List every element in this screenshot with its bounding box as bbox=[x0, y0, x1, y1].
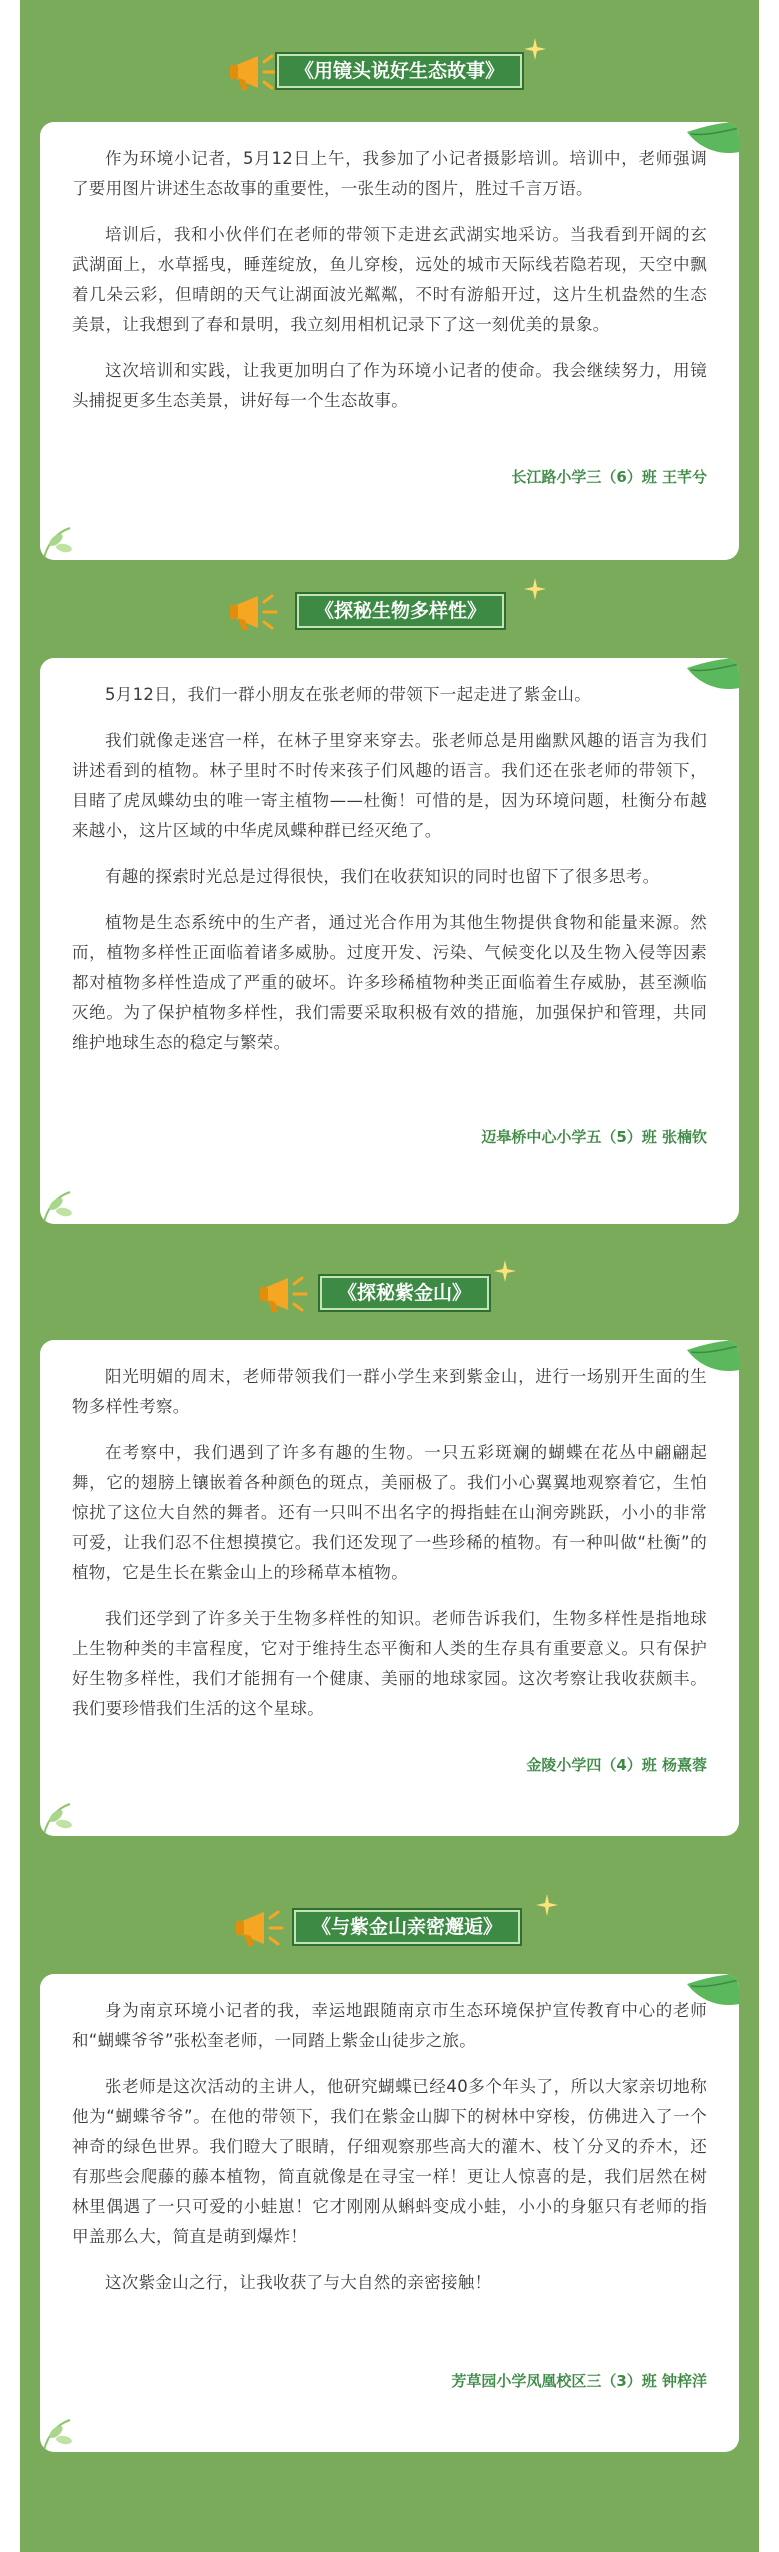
article-body bbox=[72, 144, 707, 432]
article-header bbox=[20, 580, 759, 650]
article-body bbox=[72, 680, 707, 1074]
article-card bbox=[40, 658, 739, 1224]
page-background bbox=[20, 0, 759, 2552]
article-card bbox=[40, 1340, 739, 1836]
article-paragraph: 阳光明媚的周末，老师带领我们一群小学生来到紫金山，进行一场别开生面的生物多样性考察。 bbox=[72, 1367, 707, 1416]
article-paragraph: 作为环境小记者，5月12日上午，我参加了小记者摄影培训。培训中，老师强调了要用图片讲述生态故事的重要性，一张生动的图片，胜过千言万语。 bbox=[72, 149, 707, 198]
article-header bbox=[20, 40, 759, 110]
article-header bbox=[20, 1262, 759, 1332]
article-paragraph: 这次培训和实践，让我更加明白了作为环境小记者的使命。我会继续努力，用镜头捕捉更多生态美景，讲好每一个生态故事。 bbox=[72, 361, 707, 410]
article-paragraph: 这次紫金山之行，让我收获了与大自然的亲密接触！ bbox=[105, 2273, 492, 2292]
article-signature: 芳草园小学凤凰校区三（3）班 钟梓洋 bbox=[451, 2372, 707, 2390]
article-title: 《用镜头说好生态故事》 bbox=[275, 52, 524, 90]
leaf-icon bbox=[40, 2404, 80, 2452]
article-title: 《探秘生物多样性》 bbox=[295, 592, 506, 630]
leaf-icon bbox=[40, 1176, 80, 1224]
sparkle-icon bbox=[494, 1260, 516, 1282]
article-paragraph: 张老师是这次活动的主讲人，他研究蝴蝶已经40多个年头了，所以大家亲切地称他为“蝴蝶爷爷”。在他的带领下，我们在紫金山脚下的树林中穿梭，仿佛进入了一个神奇的绿色世界。我们瞪大了眼睛，仔细观察那些高大的灌木、枝丫分叉的乔木，还有那些会爬藤的藤本植物，简直就像是在寻宝一样！更让人惊喜的是，我们居然在树林里偶遇了一只可爱的小蛙崽！它才刚刚从蝌蚪变成小蛙，小小的身躯只有老师的指甲盖那么大，简直是萌到爆炸！ bbox=[72, 2077, 707, 2246]
leaf-icon bbox=[40, 512, 80, 560]
article-signature: 金陵小学四（4）班 杨熹蓉 bbox=[526, 1756, 707, 1774]
article-title: 《探秘紫金山》 bbox=[318, 1274, 491, 1312]
article-paragraph: 有趣的探索时光总是过得很快，我们在收获知识的同时也留下了很多思考。 bbox=[105, 867, 660, 886]
article-card bbox=[40, 122, 739, 560]
sparkle-icon bbox=[524, 578, 546, 600]
article-signature: 长江路小学三（6）班 王芊兮 bbox=[511, 468, 707, 486]
article-body bbox=[72, 1362, 707, 1740]
sparkle-icon bbox=[524, 38, 546, 60]
article-card bbox=[40, 1974, 739, 2452]
article-paragraph: 5月12日，我们一群小朋友在张老师的带领下一起走进了紫金山。 bbox=[105, 685, 591, 704]
article-signature: 迈皋桥中心小学五（5）班 张楠钦 bbox=[481, 1128, 707, 1146]
article-body bbox=[72, 1996, 707, 2314]
article-paragraph: 我们还学到了许多关于生物多样性的知识。老师告诉我们，生物多样性是指地球上生物种类的丰富程度，它对于维持生态平衡和人类的生存具有重要意义。只有保护好生物多样性，我们才能拥有一个健康、美丽的地球家园。这次考察让我收获颇丰。我们要珍惜我们生活的这个星球。 bbox=[72, 1609, 707, 1718]
article-paragraph: 我们就像走迷宫一样，在林子里穿来穿去。张老师总是用幽默风趣的语言为我们讲述看到的植物。林子里时不时传来孩子们风趣的语言。我们还在张老师的带领下，目睹了虎凤蝶幼虫的唯一寄主植物——杜衡！可惜的是，因为环境问题，杜衡分布越来越小，这片区域的中华虎凤蝶种群已经灭绝了。 bbox=[72, 731, 707, 840]
article-paragraph: 在考察中，我们遇到了许多有趣的生物。一只五彩斑斓的蝴蝶在花丛中翩翩起舞，它的翅膀上镶嵌着各种颜色的斑点，美丽极了。我们小心翼翼地观察着它，生怕惊扰了这位大自然的舞者。还有一只叫不出名字的拇指蛙在山涧旁跳跃，小小的非常可爱，让我们忍不住想摸摸它。我们还发现了一些珍稀的植物。有一种叫做“杜衡”的植物，它是生长在紫金山上的珍稀草本植物。 bbox=[72, 1443, 707, 1582]
sparkle-icon bbox=[536, 1894, 558, 1916]
megaphone-icon bbox=[228, 588, 286, 636]
leaf-icon bbox=[40, 1788, 80, 1836]
article-header bbox=[20, 1896, 759, 1966]
megaphone-icon bbox=[258, 1270, 316, 1318]
article-paragraph: 培训后，我和小伙伴们在老师的带领下走进玄武湖实地采访。当我看到开阔的玄武湖面上，水草摇曳，睡莲绽放，鱼儿穿梭，远处的城市天际线若隐若现，天空中飘着几朵云彩，但晴朗的天气让湖面波光粼粼，不时有游船开过，这片生机盎然的生态美景，让我想到了春和景明，我立刻用相机记录下了这一刻优美的景象。 bbox=[72, 225, 707, 334]
article-paragraph: 植物是生态系统中的生产者，通过光合作用为其他生物提供食物和能量来源。然而，植物多样性正面临着诸多威胁。过度开发、污染、气候变化以及生物入侵等因素都对植物多样性造成了严重的破坏。许多珍稀植物种类正面临着生存威胁，甚至濒临灭绝。为了保护植物多样性，我们需要采取积极有效的措施，加强保护和管理，共同维护地球生态的稳定与繁荣。 bbox=[72, 913, 707, 1052]
megaphone-icon bbox=[234, 1904, 292, 1952]
article-paragraph: 身为南京环境小记者的我，幸运地跟随南京市生态环境保护宣传教育中心的老师和“蝴蝶爷爷”张松奎老师，一同踏上紫金山徒步之旅。 bbox=[72, 2001, 707, 2050]
article-title: 《与紫金山亲密邂逅》 bbox=[292, 1908, 522, 1946]
